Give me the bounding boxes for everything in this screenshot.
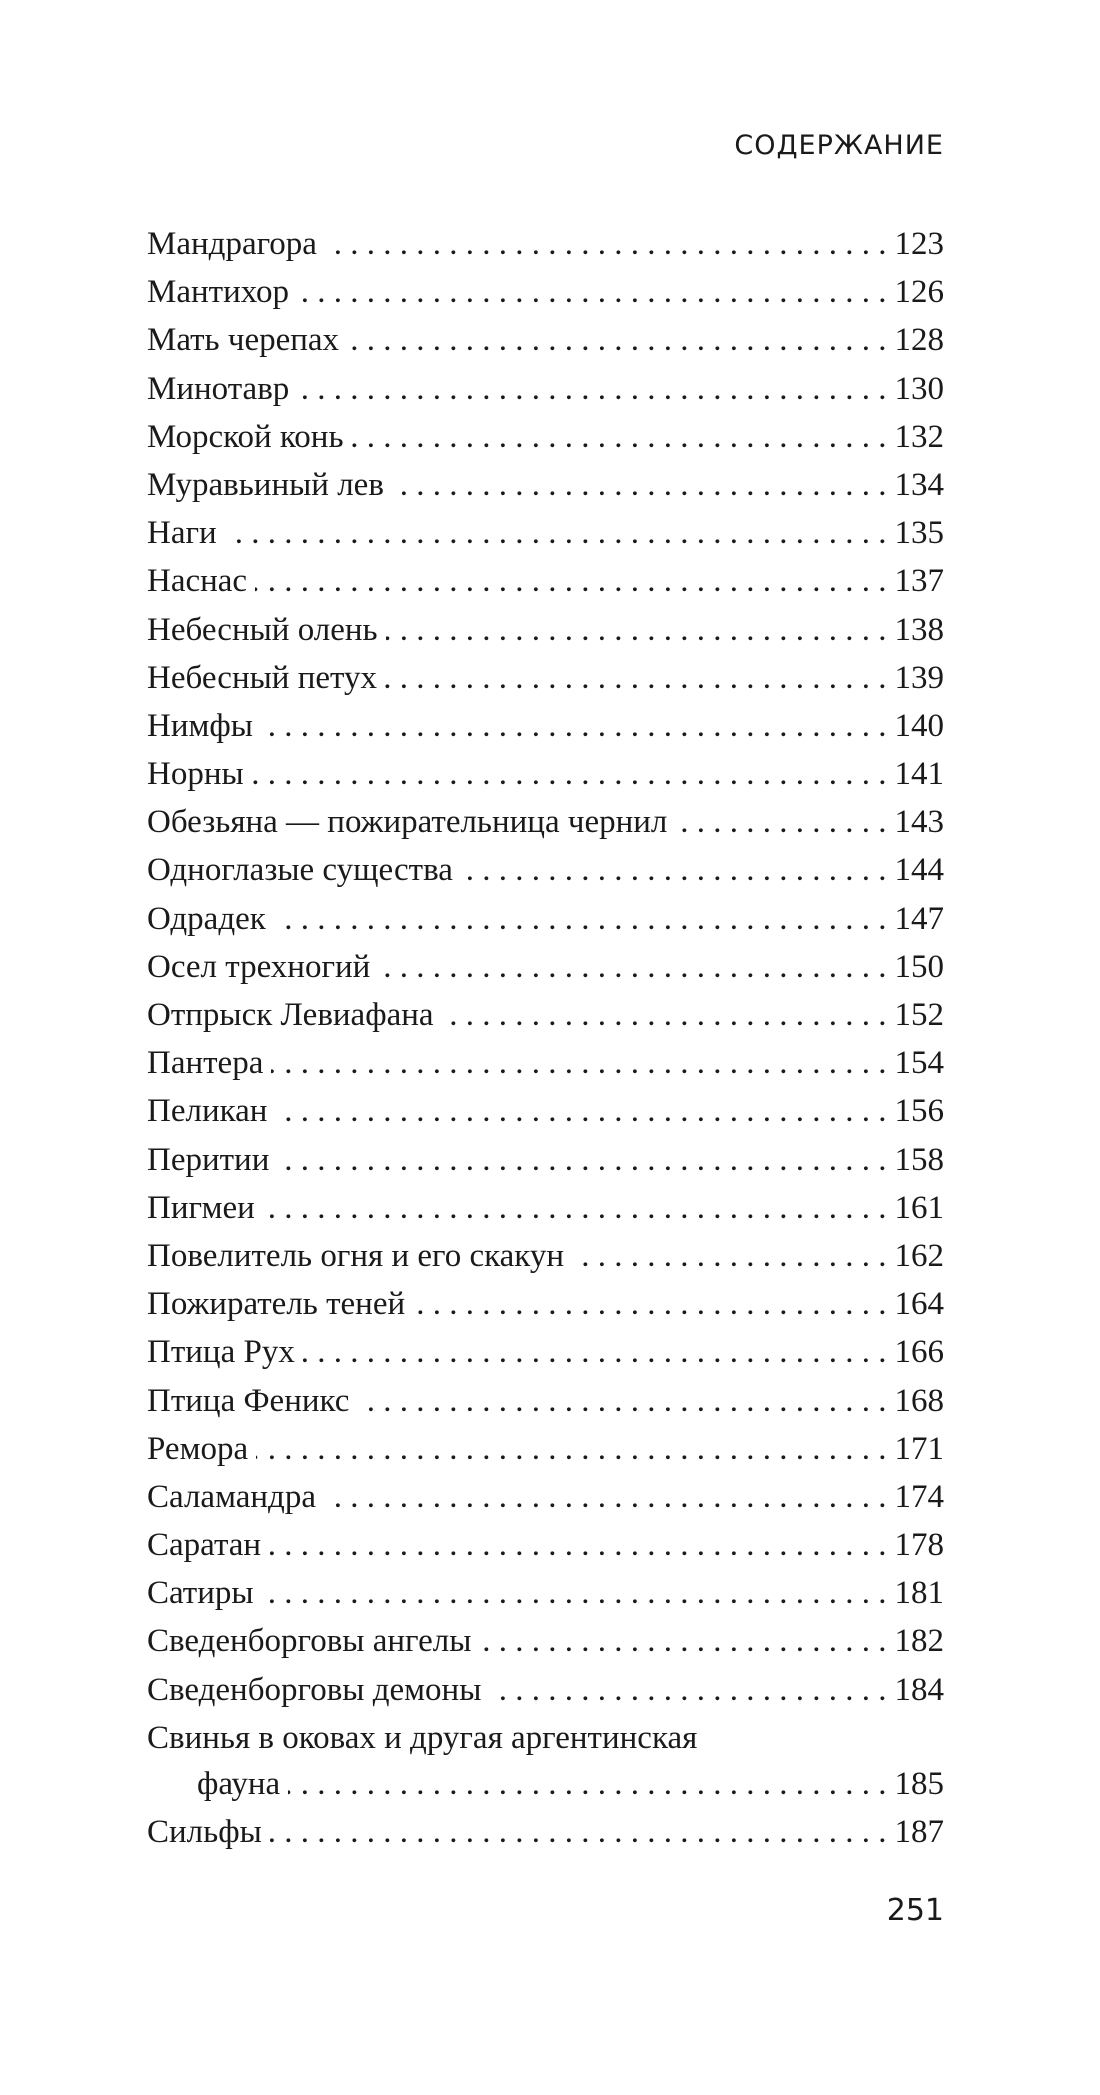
toc-entry-title: Осел трехногий — [147, 948, 371, 985]
toc-entry — [147, 557, 944, 605]
toc-entry-page: 140 — [894, 707, 944, 744]
dot-leader — [263, 1184, 887, 1232]
toc-entry — [147, 1184, 944, 1232]
toc-entry — [147, 846, 944, 894]
dot-leader — [277, 1136, 886, 1184]
toc-entry-page: 182 — [894, 1623, 944, 1660]
toc-entry — [147, 1280, 944, 1328]
toc-entry — [147, 268, 944, 316]
toc-entry — [147, 1328, 944, 1376]
toc-entry-title: Обезьяна — пожирательница чернил — [147, 804, 668, 841]
toc-entry-page: 162 — [894, 1237, 944, 1274]
toc-entry-title: Минотавр — [147, 370, 290, 407]
toc-entry-page: 161 — [894, 1189, 944, 1226]
toc-entry-title: Наснас — [147, 563, 248, 600]
toc-entry-title: Одрадек — [147, 900, 266, 937]
toc-entry — [147, 991, 944, 1039]
toc-entry-title: Отпрыск Левиафана — [147, 997, 434, 1033]
toc-entry-title: Перитии — [147, 1141, 270, 1178]
dot-leader — [386, 606, 887, 654]
toc-entry — [147, 750, 944, 798]
toc-entry — [147, 1377, 944, 1425]
toc-entry-page: 154 — [894, 1045, 944, 1082]
toc-entry — [147, 1617, 944, 1665]
toc-entry-page: 135 — [894, 515, 944, 552]
dot-leader — [325, 220, 887, 268]
toc-entry-title: Мандрагора — [147, 226, 317, 262]
toc-entry-page: 178 — [894, 1527, 944, 1564]
dot-leader — [461, 846, 887, 894]
dot-leader — [378, 943, 886, 991]
toc-entry-page: 156 — [894, 1093, 944, 1130]
toc-entry — [147, 1473, 944, 1521]
toc-entry — [147, 702, 944, 750]
toc-entry-title: Морской конь — [147, 418, 344, 455]
dot-leader — [271, 1039, 886, 1087]
toc-entry-title: Наги — [147, 515, 217, 552]
dot-leader — [413, 1280, 886, 1328]
toc-entry — [147, 1425, 944, 1473]
running-header: СОДЕРЖАНИЕ — [734, 130, 944, 161]
toc-entry-page: 143 — [894, 804, 944, 841]
toc-entry-page: 147 — [894, 900, 944, 937]
toc-entry-title: Сведенборговы демоны — [147, 1671, 482, 1708]
toc-entry-continuation — [147, 1760, 944, 1808]
dot-leader — [392, 461, 887, 509]
toc-entry-title: Муравьиный лев — [147, 466, 384, 503]
dot-leader — [252, 750, 887, 798]
toc-entry-title: Мантихор — [147, 274, 289, 311]
toc-entry — [147, 1569, 944, 1617]
toc-entry-page: 130 — [894, 370, 944, 407]
toc-entry-page: 150 — [894, 948, 944, 985]
toc-entry-page: 184 — [894, 1671, 944, 1708]
dot-leader — [270, 1808, 887, 1856]
toc-entry-title: Пантера — [147, 1045, 264, 1082]
toc-entry-first-line — [147, 1714, 944, 1760]
toc-entry-page: 128 — [894, 322, 944, 359]
toc-entry-page: 181 — [894, 1575, 944, 1612]
toc-entry — [147, 316, 944, 364]
toc-entry — [147, 1087, 944, 1135]
toc-entry-title: Сатиры — [147, 1575, 254, 1612]
toc-entry-page: 141 — [894, 756, 944, 793]
toc-entry-page: 139 — [894, 659, 944, 696]
toc-entry-title: Пеликан — [147, 1093, 268, 1130]
page-number: 251 — [886, 1893, 944, 1928]
dot-leader — [297, 365, 886, 413]
toc-entry-page: 126 — [894, 274, 944, 311]
toc-entry-page: 132 — [894, 418, 944, 455]
toc-entry-page: 152 — [894, 997, 944, 1033]
dot-leader — [255, 557, 886, 605]
toc-entry-title: Мать черепах — [147, 322, 340, 359]
toc-entry-page: 144 — [894, 852, 944, 889]
toc-entry — [147, 365, 944, 413]
toc-entry-title: Пигмеи — [147, 1189, 255, 1226]
dot-leader — [324, 1473, 887, 1521]
dot-leader — [572, 1232, 886, 1280]
dot-leader — [297, 268, 887, 316]
toc-entry-page: 134 — [894, 466, 944, 503]
dot-leader — [274, 895, 887, 943]
toc-entry-title-continuation: фауна — [197, 1765, 281, 1802]
toc-entry-page: 166 — [894, 1334, 944, 1371]
toc-entry — [147, 798, 944, 846]
dot-leader — [269, 1521, 886, 1569]
toc-entry — [147, 1808, 944, 1856]
toc-entry-page: 158 — [894, 1141, 944, 1178]
toc-entry-page: 164 — [894, 1286, 944, 1323]
dot-leader — [442, 991, 887, 1039]
toc-entry — [147, 413, 944, 461]
toc-entry — [147, 509, 944, 557]
dot-leader — [256, 1425, 886, 1473]
dot-leader — [347, 316, 886, 364]
dot-leader — [225, 509, 887, 557]
toc-entry — [147, 895, 944, 943]
toc-entry — [147, 220, 944, 268]
toc-entry — [147, 461, 944, 509]
toc-entry — [147, 1666, 944, 1714]
toc-entry — [147, 654, 944, 702]
toc-entry-page: 123 — [894, 226, 944, 262]
toc-entry — [147, 943, 944, 991]
dot-leader — [275, 1087, 886, 1135]
toc-entry-page: 187 — [894, 1814, 944, 1850]
toc-entry — [147, 1039, 944, 1087]
toc-entry — [147, 606, 944, 654]
toc-entry-title: Ремора — [147, 1430, 249, 1467]
toc-entry-title: Норны — [147, 756, 244, 793]
toc-entry-title: Небесный олень — [147, 611, 378, 648]
toc-entry-title: Повелитель огня и его скакун — [147, 1237, 565, 1274]
dot-leader — [352, 413, 887, 461]
toc-entry-page: 185 — [894, 1765, 944, 1802]
table-of-contents — [147, 220, 944, 1856]
dot-leader — [489, 1666, 886, 1714]
toc-entry-title: Птица Рух — [147, 1334, 295, 1371]
toc-entry-title: Пожиратель теней — [147, 1286, 406, 1323]
dot-leader — [288, 1760, 886, 1808]
toc-entry-title: Небесный петух — [147, 659, 377, 696]
dot-leader — [262, 1569, 887, 1617]
toc-entry-page: 137 — [894, 563, 944, 600]
toc-entry-title: Одноглазые существа — [147, 852, 453, 889]
toc-entry-title: Свинья в оковах и другая аргентинская — [147, 1719, 698, 1756]
toc-entry-title: Сведенборговы ангелы — [147, 1623, 472, 1660]
toc-entry — [147, 1521, 944, 1569]
dot-leader — [261, 702, 887, 750]
toc-entry — [147, 1232, 944, 1280]
toc-entry-page: 168 — [894, 1382, 944, 1419]
dot-leader — [479, 1617, 886, 1665]
toc-entry-title: Саратан — [147, 1527, 262, 1564]
dot-leader — [303, 1328, 887, 1376]
toc-entry-page: 171 — [894, 1430, 944, 1467]
dot-leader — [675, 798, 886, 846]
toc-entry-page: 174 — [894, 1478, 944, 1515]
toc-entry-page: 138 — [894, 611, 944, 648]
toc-entry-title: Птица Феникс — [147, 1382, 350, 1419]
toc-entry-title: Сильфы — [147, 1814, 262, 1850]
toc-entry — [147, 1136, 944, 1184]
dot-leader — [385, 654, 887, 702]
toc-entry-title: Нимфы — [147, 707, 253, 744]
dot-leader — [357, 1377, 886, 1425]
toc-entry-title: Саламандра — [147, 1478, 316, 1515]
